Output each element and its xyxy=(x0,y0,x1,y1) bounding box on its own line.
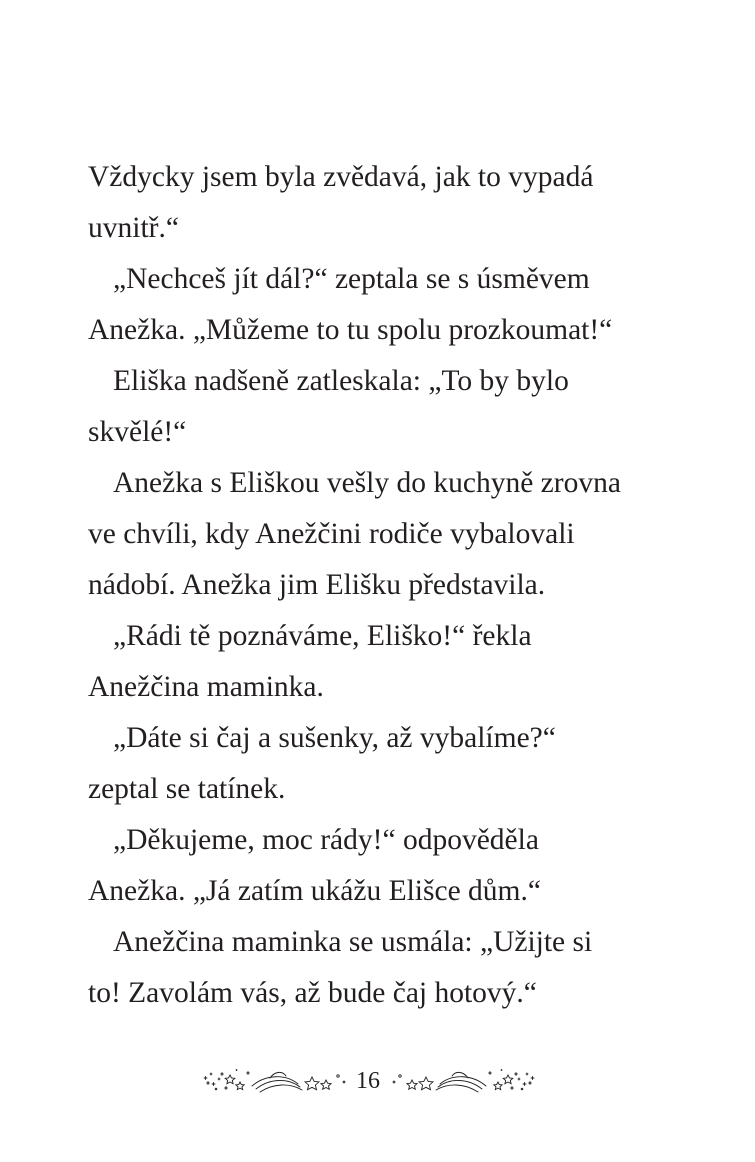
text-line: zeptal se tatínek. xyxy=(88,773,286,805)
text-line: to! Zavolám vás, až bude čaj hotový.“ xyxy=(88,977,537,1009)
text-line: Anežka. „Já zatím ukážu Elišce dům.“ xyxy=(88,875,541,907)
body-text xyxy=(88,152,668,1019)
text-line: „Rádi tě poznáváme, Eliško!“ řekla xyxy=(113,620,532,652)
text-line: „Dáte si čaj a sušenky, až vybalíme?“ xyxy=(113,722,556,754)
text-line: Anežčina maminka se usmála: „Užijte si xyxy=(113,926,593,958)
text-line: Anežčina maminka. xyxy=(88,671,324,703)
text-line: ve chvíli, kdy Anežčini rodiče vybalovali xyxy=(88,518,575,550)
text-line: „Děkujeme, moc rády!“ odpověděla xyxy=(113,824,539,856)
text-line: Anežka. „Můžeme to tu spolu prozkoumat!“ xyxy=(88,314,613,346)
stars-swirl-ornament-icon xyxy=(388,1064,538,1098)
text-line: skvělé!“ xyxy=(88,416,187,448)
text-line: Eliška nadšeně zatleskala: „To by bylo xyxy=(113,365,569,397)
page-footer xyxy=(0,1056,755,1106)
text-line: Anežka s Eliškou vešly do kuchyně zrovna xyxy=(113,467,621,499)
page-number: 16 xyxy=(356,1068,380,1094)
text-line: uvnitř.“ xyxy=(88,212,179,244)
stars-swirl-ornament-icon xyxy=(200,1064,350,1098)
text-line: nádobí. Anežka jim Elišku představila. xyxy=(88,569,546,601)
text-line: „Nechceš jít dál?“ zeptala se s úsměvem xyxy=(113,263,590,295)
text-line: Vždycky jsem byla zvědavá, jak to vypadá xyxy=(88,161,594,193)
